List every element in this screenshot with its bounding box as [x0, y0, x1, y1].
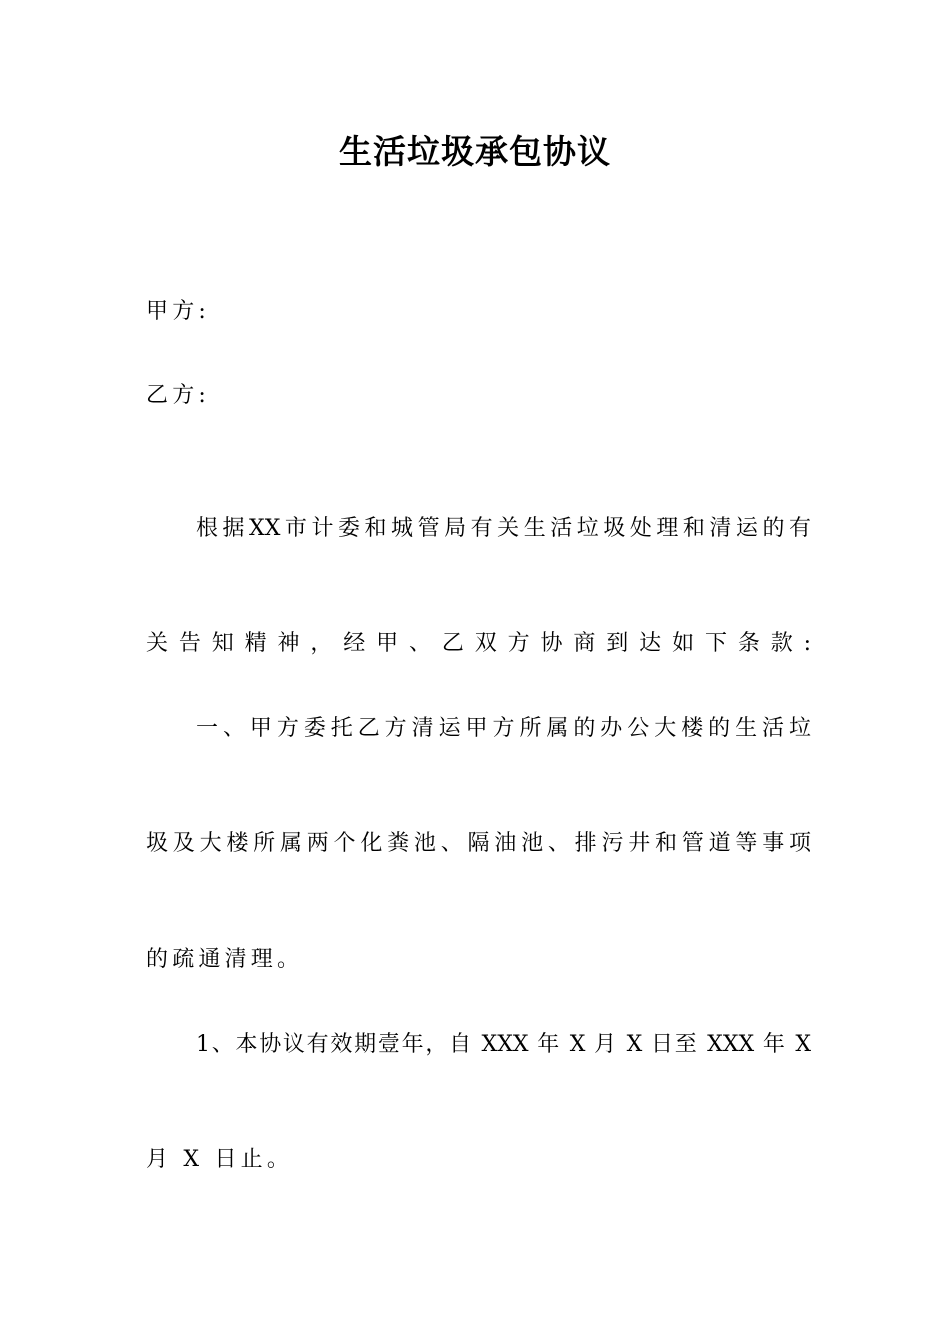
paragraph-line: 月 X 日止。 [146, 1147, 294, 1172]
party-b-label: 乙方: [146, 383, 211, 408]
document-title: 生活垃圾承包协议 [339, 132, 611, 171]
party-a-label: 甲方: [146, 299, 211, 324]
paragraph-line: 根据XX市计委和城管局有关生活垃圾处理和清运的有 [196, 516, 811, 541]
paragraph-line: 圾及大楼所属两个化粪池、隔油池、排污井和管道等事项 [146, 831, 811, 856]
paragraph-line: 一、甲方委托乙方清运甲方所属的办公大楼的生活垃 [196, 716, 811, 741]
paragraph-line: 的疏通清理。 [146, 947, 304, 972]
paragraph-line: 关告知精神，经甲、乙双方协商到达如下条款: [146, 631, 811, 656]
paragraph-line: 1、本协议有效期壹年，自 XXX 年 X 月 X 日至 XXX 年 X [196, 1032, 811, 1057]
